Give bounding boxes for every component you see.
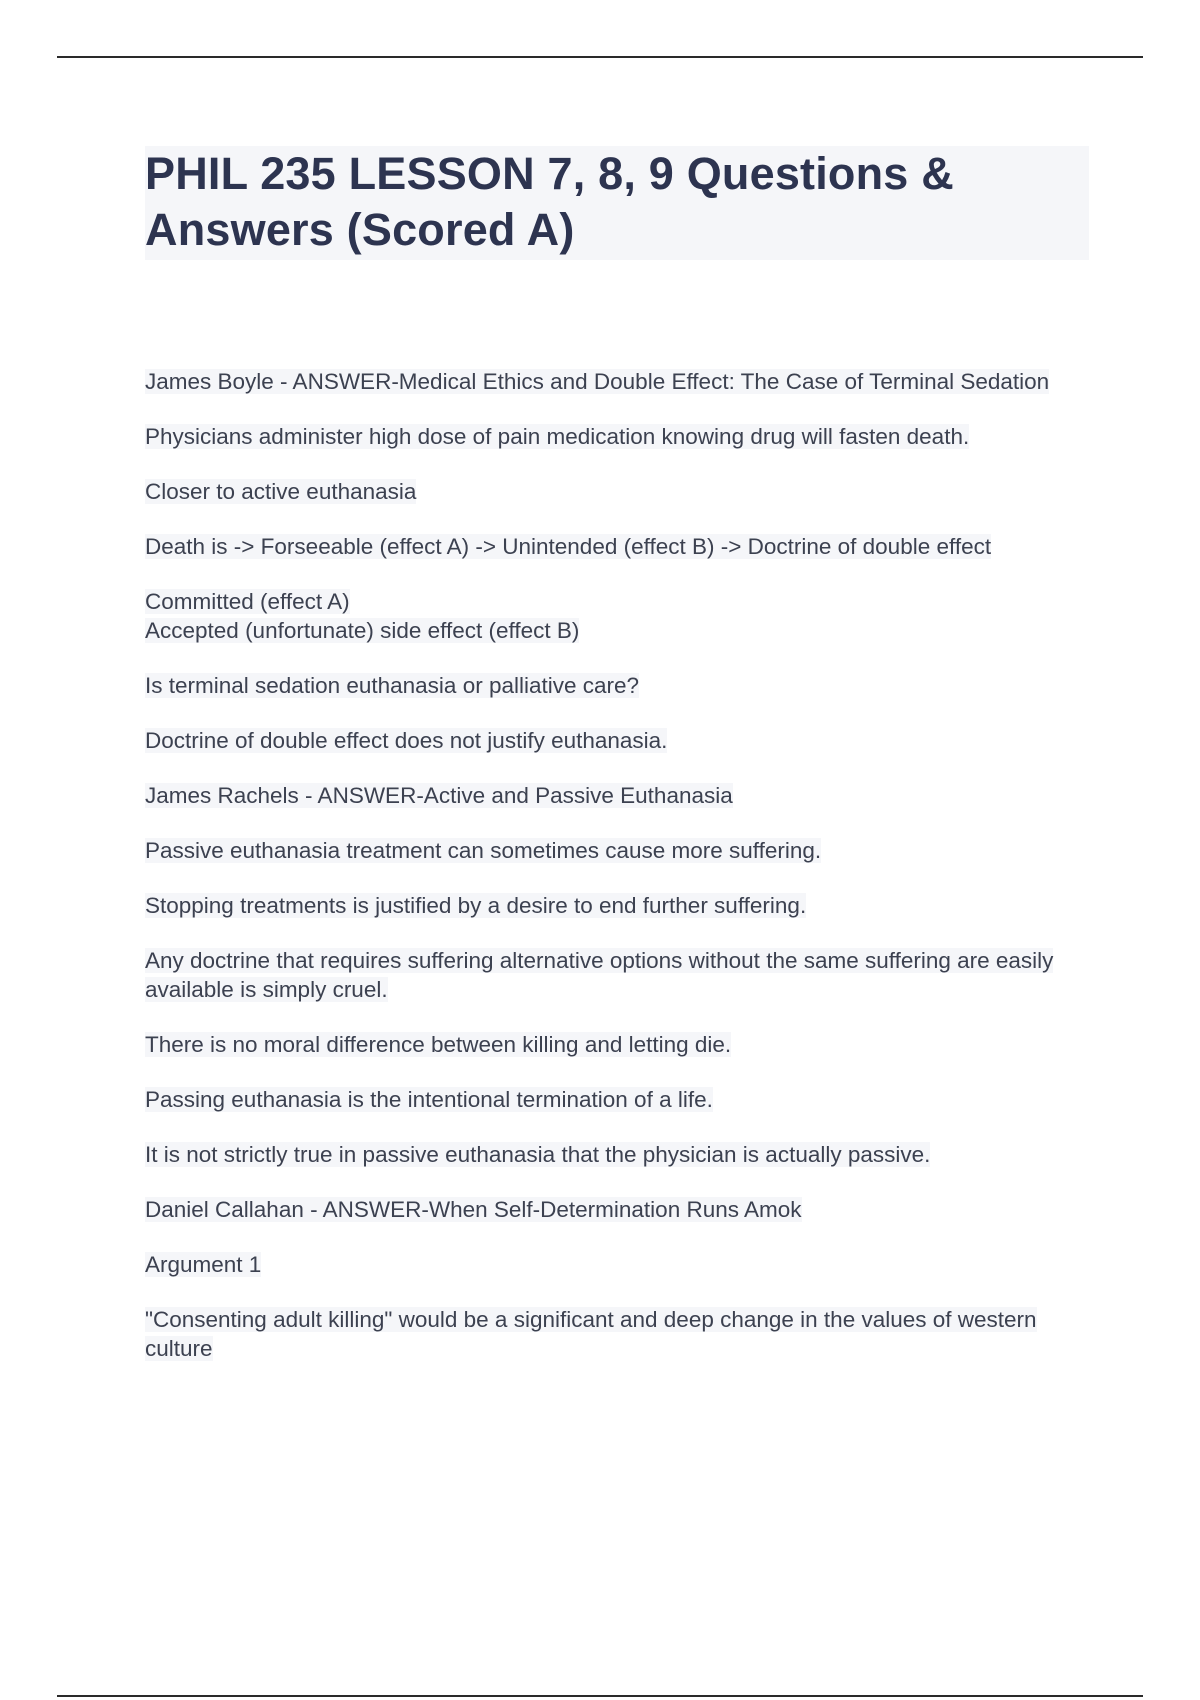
paragraph (145, 946, 1085, 1004)
paragraph-text: Passing euthanasia is the intentional termination of a life. (145, 1087, 713, 1112)
paragraph (145, 891, 1085, 920)
paragraph-text: Physicians administer high dose of pain medication knowing drug will fasten death. (145, 424, 970, 449)
paragraph-text: James Boyle - ANSWER-Medical Ethics and Double Effect: The Case of Terminal Sedation (145, 369, 1050, 394)
paragraph (145, 532, 1085, 561)
paragraph-james-boyle (145, 367, 1085, 396)
paragraph-text: Stopping treatments is justified by a desire to end further suffering. (145, 893, 807, 918)
document-body (145, 367, 1085, 1389)
paragraph (145, 1140, 1085, 1169)
paragraph-text: It is not strictly true in passive euthanasia that the physician is actually passive. (145, 1142, 931, 1167)
paragraph (145, 1030, 1085, 1059)
paragraph-effects (145, 587, 1085, 645)
paragraph-james-rachels (145, 781, 1085, 810)
paragraph-text: Argument 1 (145, 1252, 262, 1277)
paragraph (145, 726, 1085, 755)
paragraph (145, 422, 1085, 451)
paragraph (145, 836, 1085, 865)
paragraph-text: Doctrine of double effect does not justify euthanasia. (145, 728, 668, 753)
paragraph-text: Any doctrine that requires suffering alternative options without the same suffering are easily available is simply cruel. (145, 948, 1054, 1002)
paragraph-text: James Rachels - ANSWER-Active and Passive Euthanasia (145, 783, 733, 808)
bottom-rule (57, 1695, 1143, 1697)
paragraph-text: Is terminal sedation euthanasia or palliative care? (145, 673, 640, 698)
paragraph-text: Passive euthanasia treatment can sometimes cause more suffering. (145, 838, 822, 863)
paragraph (145, 1305, 1085, 1363)
paragraph (145, 1085, 1085, 1114)
paragraph-text: Daniel Callahan - ANSWER-When Self-Determination Runs Amok (145, 1197, 802, 1222)
paragraph-text: Death is -> Forseeable (effect A) -> Unintended (effect B) -> Doctrine of double effect (145, 534, 992, 559)
document-title: PHIL 235 LESSON 7, 8, 9 Questions & Answers (Scored A) (145, 146, 1089, 260)
paragraph-text: "Consenting adult killing" would be a significant and deep change in the values of western culture (145, 1307, 1037, 1361)
paragraph-text: There is no moral difference between killing and letting die. (145, 1032, 732, 1057)
paragraph-text: Closer to active euthanasia (145, 479, 417, 504)
paragraph (145, 671, 1085, 700)
paragraph-daniel-callahan (145, 1195, 1085, 1224)
top-rule (57, 56, 1143, 58)
paragraph (145, 1250, 1085, 1279)
paragraph-text: Accepted (unfortunate) side effect (effect B) (145, 618, 580, 643)
paragraph-text: Committed (effect A) (145, 589, 350, 614)
paragraph (145, 477, 1085, 506)
